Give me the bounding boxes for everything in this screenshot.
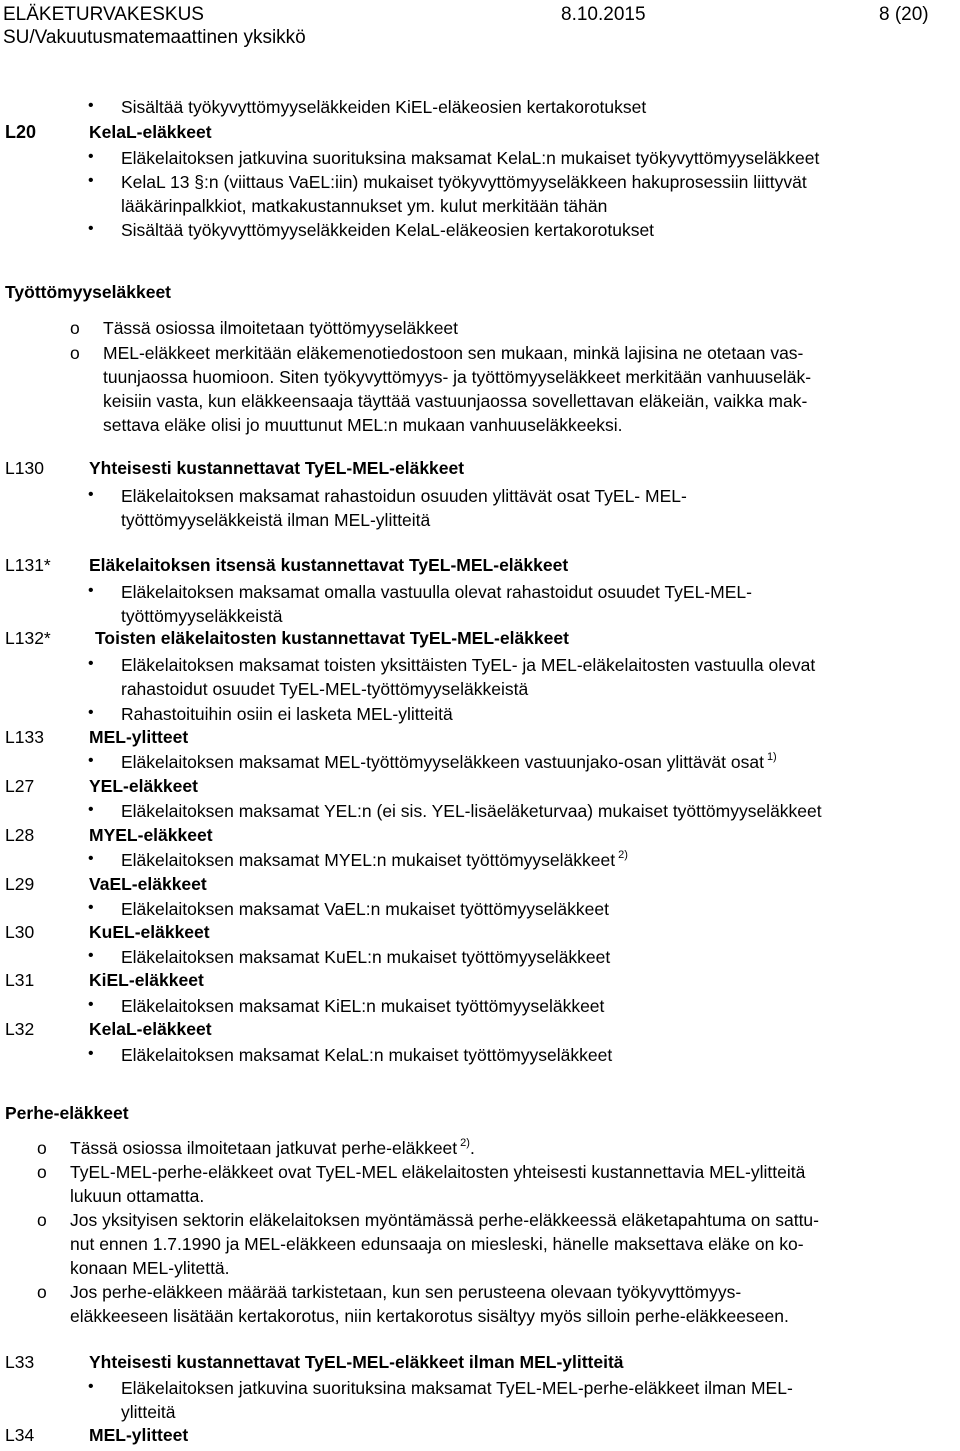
bullet-text	[121, 850, 628, 871]
header-page: 8 (20)	[879, 4, 929, 25]
section-title: MYEL-eläkkeet	[89, 825, 213, 845]
circle-bullet-text-body: Tässä osiossa ilmoitetaan jatkuvat perhe-eläkkeet	[70, 1138, 458, 1158]
bullet-text-body: Eläkelaitoksen maksamat MEL-työttömyyseläkkeen vastuunjako-osan ylittävät osat	[121, 752, 764, 772]
bullet-text-cont: lääkärinpalkkiot, matkakustannukset ym. kulut merkitään tähän	[121, 196, 608, 216]
bullet-text: • Sisältää työkyvyttömyyseläkkeiden KelaL-eläkeosien kertakorotukset	[121, 220, 654, 241]
header-unit: SU/Vakuutusmatemaattinen yksikkö	[3, 27, 306, 48]
code-l133: L133	[5, 727, 44, 747]
bullet-text: • Eläkelaitoksen maksamat VaEL:n mukaiset työttömyyseläkkeet	[121, 899, 609, 920]
circle-bullet-text: o Jos perhe-eläkkeen määrää tarkistetaan, kun sen perusteena olevaan työkyvyttömyys-	[70, 1282, 741, 1303]
bullet-text: • KelaL 13 §:n (viittaus VaEL:iin) mukaiset työkyvyttömyyseläkkeen hakuprosessiin liittyvät	[121, 172, 807, 193]
sentence-end: .	[469, 1138, 475, 1158]
footnote-ref: 1)	[766, 751, 777, 763]
bullet-text: • Rahastoituihin osiin ei lasketa MEL-ylitteitä	[121, 704, 453, 725]
circle-bullet-text-cont: eläkkeeseen lisätään kertakorotus, niin kertakorotus sisältyy myös silloin perhe-eläkkeeseen.	[70, 1306, 789, 1326]
footnote-ref: 2)	[618, 849, 628, 861]
bullet-text-cont: työttömyyseläkkeistä ilman MEL-ylitteitä	[121, 510, 431, 530]
section-title: Yhteisesti kustannettavat TyEL-MEL-eläkkeet	[89, 458, 465, 478]
section-title: MEL-ylitteet	[89, 1425, 189, 1445]
bullet-text: • Eläkelaitoksen jatkuvina suorituksina maksamat TyEL-MEL-perhe-eläkkeet ilman MEL-	[121, 1378, 793, 1399]
code-l131: L131*	[5, 555, 51, 575]
code-l132: L132*	[5, 628, 51, 648]
footnote-ref: 2)	[460, 1137, 470, 1149]
section-title: MEL-ylitteet	[89, 727, 189, 747]
heading-family: Perhe-eläkkeet	[5, 1103, 129, 1123]
code-l29: L29	[5, 874, 35, 894]
code-l32: L32	[5, 1019, 35, 1039]
section-title: Yhteisesti kustannettavat TyEL-MEL-eläkkeet ilman MEL-ylitteitä	[89, 1352, 624, 1372]
section-title: VaEL-eläkkeet	[89, 874, 207, 894]
code-l33: L33	[5, 1352, 35, 1372]
circle-bullet-text-cont: nut ennen 1.7.1990 ja MEL-eläkkeen edunsaaja on miesleski, hänelle maksettava eläke on ko-	[70, 1234, 804, 1254]
circle-bullet-text-cont: keisiin vasta, kun eläkkeensaaja täyttää vastuunjaossa sovellettavan eläkeiän, vaikka mak-	[103, 391, 808, 411]
circle-bullet-text-cont: lukuun ottamatta.	[70, 1186, 205, 1206]
circle-bullet-text: o TyEL-MEL-perhe-eläkkeet ovat TyEL-MEL eläkelaitosten yhteisesti kustannettavia MEL-ylitteitä	[70, 1162, 805, 1183]
bullet-text: • Eläkelaitoksen maksamat KuEL:n mukaiset työttömyyseläkkeet	[121, 947, 610, 968]
code-l28: L28	[5, 825, 35, 845]
circle-bullet-text: o Tässä osiossa ilmoitetaan työttömyyseläkkeet	[103, 318, 458, 339]
bullet-text: • Eläkelaitoksen maksamat KelaL:n mukaiset työttömyyseläkkeet	[121, 1045, 612, 1066]
bullet-text: • Eläkelaitoksen maksamat omalla vastuulla olevat rahastoidut osuudet TyEL-MEL-	[121, 582, 752, 603]
bullet-text-body: Eläkelaitoksen maksamat MYEL:n mukaiset työttömyyseläkkeet	[121, 850, 616, 870]
header-date: 8.10.2015	[561, 4, 646, 25]
circle-bullet-text	[70, 1138, 475, 1159]
section-title: Eläkelaitoksen itsensä kustannettavat TyEL-MEL-eläkkeet	[89, 555, 569, 575]
code-l27: L27	[5, 776, 35, 796]
header-org: ELÄKETURVAKESKUS	[3, 4, 204, 25]
circle-bullet-text-cont: settava eläke olisi jo muuttunut MEL:n mukaan vanhuuseläkkeeksi.	[103, 415, 623, 435]
circle-bullet-text-cont: konaan MEL-ylitettä.	[70, 1258, 230, 1278]
bullet-text-cont: työttömyyseläkkeistä	[121, 606, 283, 626]
section-title: KelaL-eläkkeet	[89, 1019, 212, 1039]
code-l30: L30	[5, 922, 35, 942]
bullet-text-cont: rahastoidut osuudet TyEL-MEL-työttömyyseläkkeistä	[121, 679, 529, 699]
code-l20: L20	[5, 122, 37, 142]
circle-bullet-text: o Jos yksityisen sektorin eläkelaitoksen myöntämässä perhe-eläkkeessä eläketapahtuma on sattu-	[70, 1210, 819, 1231]
bullet-text-cont: ylitteitä	[121, 1402, 176, 1422]
bullet-text: • Eläkelaitoksen jatkuvina suorituksina maksamat KelaL:n mukaiset työkyvyttömyyseläkkeet	[121, 148, 819, 169]
section-title: Toisten eläkelaitosten kustannettavat TyEL-MEL-eläkkeet	[95, 628, 569, 648]
section-title: KelaL-eläkkeet	[89, 122, 212, 142]
circle-bullet-text: o MEL-eläkkeet merkitään eläkemenotiedostoon sen mukaan, minkä lajisina ne otetaan vas-	[103, 343, 803, 364]
bullet-text: • Eläkelaitoksen maksamat KiEL:n mukaiset työttömyyseläkkeet	[121, 996, 604, 1017]
bullet-text: • Eläkelaitoksen maksamat rahastoidun osuuden ylittävät osat TyEL- MEL-	[121, 486, 687, 507]
bullet-text	[121, 752, 777, 773]
bullet-text: • Eläkelaitoksen maksamat toisten yksittäisten TyEL- ja MEL-eläkelaitosten vastuulla olevat	[121, 655, 815, 676]
code-l34: L34	[5, 1425, 35, 1445]
code-l130: L130	[5, 458, 44, 478]
code-l31: L31	[5, 970, 35, 990]
section-title: KuEL-eläkkeet	[89, 922, 210, 942]
bullet-text: • Sisältää työkyvyttömyyseläkkeiden KiEL-eläkeosien kertakorotukset	[121, 97, 646, 118]
section-title: YEL-eläkkeet	[89, 776, 198, 796]
circle-bullet-text-cont: tuunjaossa huomioon. Siten työkyvyttömyys- ja työttömyyseläkkeet merkitään vanhuuseläk-	[103, 367, 812, 387]
section-title: KiEL-eläkkeet	[89, 970, 204, 990]
bullet-text: • Eläkelaitoksen maksamat YEL:n (ei sis. YEL-lisäeläketurvaa) mukaiset työttömyyseläkkeet	[121, 801, 822, 822]
heading-unemployment: Työttömyyseläkkeet	[5, 282, 172, 302]
